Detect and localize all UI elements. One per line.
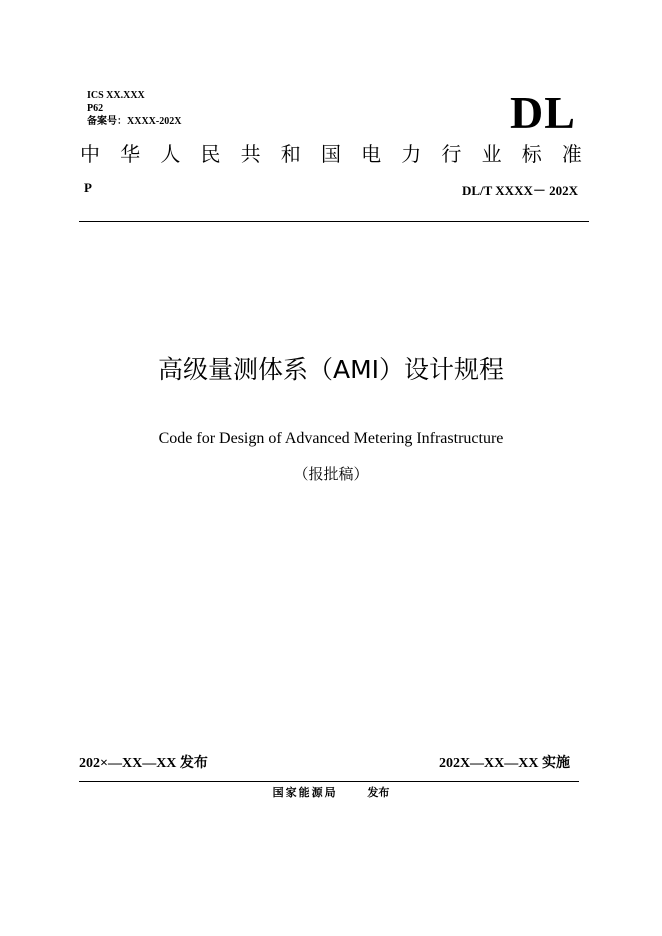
classification-code: P62 (87, 103, 104, 114)
standard-title-char: 和 (280, 142, 301, 166)
classification-letter: P (84, 180, 92, 195)
standard-title-char: 行 (441, 142, 462, 166)
document-status: （报批稿） (293, 465, 369, 483)
implement-date-line (439, 752, 570, 772)
publish-date-line (79, 752, 208, 772)
standard-category-title (80, 141, 582, 167)
standard-title-char: 中 (80, 142, 100, 166)
implement-label: 实施 (542, 755, 570, 771)
publish-label: 发布 (179, 755, 208, 771)
implement-date: 202X—XX—XX (438, 756, 539, 771)
standard-title-char: 业 (481, 142, 502, 166)
standard-title-char: 华 (120, 142, 141, 166)
standard-title-char: 标 (521, 142, 542, 166)
issuer-line (0, 784, 662, 800)
filing-number: 备案号：XXXX-202X (87, 116, 182, 127)
standard-number: DL/T XXXX－ 202X (461, 183, 578, 198)
footer-divider (79, 781, 579, 782)
standard-title-char: 人 (160, 142, 181, 166)
standard-logo: DL (510, 87, 576, 138)
document-title-cn: 高级量测体系（AMI）设计规程 (157, 355, 505, 384)
issuer-action: 发布 (367, 786, 390, 799)
standard-title-char: 共 (240, 142, 261, 166)
standard-title-char: 国 (320, 142, 341, 166)
ics-code: ICS XX.XXX (87, 90, 145, 101)
standard-title-char: 准 (561, 142, 582, 166)
publish-date: 202×—XX—XX (79, 756, 177, 771)
header-divider (79, 221, 589, 222)
standard-title-char: 电 (361, 142, 382, 166)
standard-title-char: 民 (200, 142, 221, 166)
document-title-en: Code for Design of Advanced Metering Infrastructure (158, 430, 504, 447)
standard-title-char: 力 (401, 142, 422, 166)
issuer-name: 国家能源局 (272, 786, 338, 799)
